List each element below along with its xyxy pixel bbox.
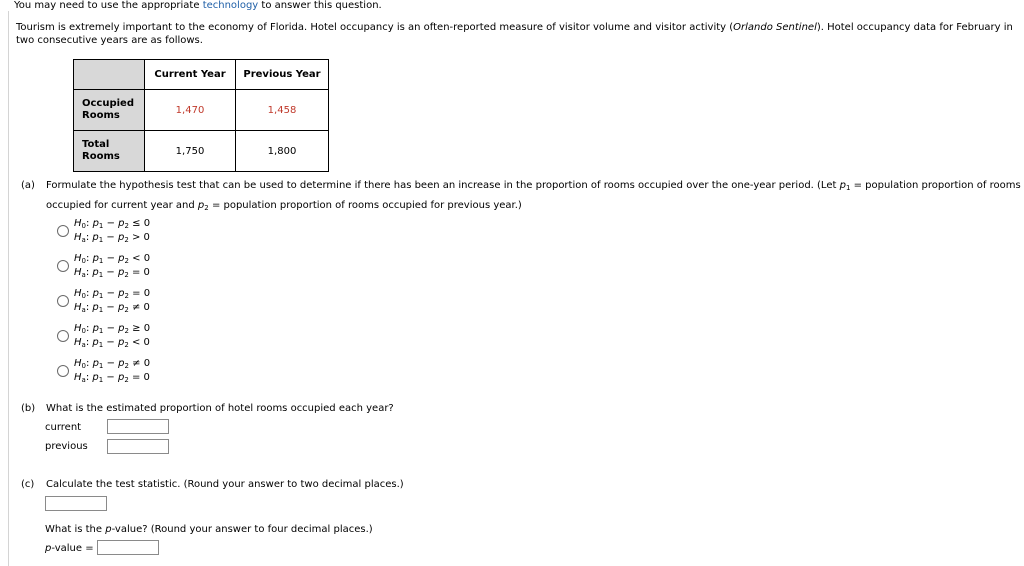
p2-definition: = population proportion of rooms occupied for previous year.) <box>211 200 522 211</box>
pvalue-input[interactable] <box>97 540 159 555</box>
radio-button[interactable] <box>57 260 69 272</box>
hypothesis-text: $H_0$: $p_1 - p_2 = 0$ $H_a$: $p_1 - p_2 \ne 0$ <box>74 288 151 314</box>
test-statistic-input[interactable] <box>45 496 107 511</box>
part-b-question <box>21 402 394 416</box>
part-a-text-2: occupied for current year and <box>46 200 198 211</box>
part-a-text-1: Formulate the hypothesis test that can be used to determine if there has been an increase in the proportion of rooms occupied over the one-year period. (Let <box>46 180 840 191</box>
occupied-previous: 1,458 <box>236 90 329 131</box>
row-label-total: Total Rooms <box>74 131 145 172</box>
question-content <box>8 11 1024 566</box>
part-c-question <box>21 478 404 492</box>
pvalue-q-suffix: -value? (Round your answer to four decimal places.) <box>111 524 373 535</box>
table-corner <box>74 60 145 90</box>
occupancy-table <box>73 59 329 172</box>
part-b-label: (b) <box>21 403 36 414</box>
radio-button[interactable] <box>57 225 69 237</box>
hypothesis-text: $H_0$: $p_1 - p_2 < 0$ $H_a$: $p_1 - p_2 = 0$ <box>74 253 151 279</box>
hypothesis-text: $H_0$: $p_1 - p_2 \ne 0$ $H_a$: $p_1 - p_2 = 0$ <box>74 358 151 384</box>
radio-button[interactable] <box>57 365 69 377</box>
intro-paragraph <box>16 21 1016 47</box>
total-current: 1,750 <box>145 131 236 172</box>
instruction-prefix: You may need to use the appropriate <box>14 0 203 11</box>
previous-label: previous <box>45 441 88 452</box>
hypothesis-text: $H_0$: $p_1 - p_2 \ge 0$ $H_a$: $p_1 - p_2 < 0$ <box>74 323 151 349</box>
table-row <box>74 90 329 131</box>
intro-text-2: ). Hotel occupancy data for February in two consecutive years are as follows. <box>16 22 1013 46</box>
instruction-suffix: to answer this question. <box>258 0 382 11</box>
pvalue-label-p: p <box>45 543 52 554</box>
previous-proportion-input[interactable] <box>107 439 169 454</box>
instruction-line <box>8 0 1024 11</box>
p1-definition: = population proportion of rooms <box>853 180 1021 191</box>
current-proportion-input[interactable] <box>107 419 169 434</box>
technology-link[interactable]: technology <box>202 0 259 11</box>
header-current-year: Current Year <box>145 60 236 90</box>
intro-source: Orlando Sentinel <box>733 22 817 33</box>
intro-text-1: Tourism is extremely important to the economy of Florida. Hotel occupancy is an often-reported measure of visitor volume and visitor activity ( <box>16 22 734 33</box>
occupied-current: 1,470 <box>145 90 236 131</box>
hypothesis-text: $H_0$: $p_1 - p_2 \le 0$ $H_a$: $p_1 - p_2 > 0$ <box>74 218 151 244</box>
pvalue-question <box>45 523 373 537</box>
radio-button[interactable] <box>57 295 69 307</box>
part-b-text: What is the estimated proportion of hotel rooms occupied each year? <box>46 403 394 414</box>
part-c-text: Calculate the test statistic. (Round your answer to two decimal places.) <box>46 479 404 490</box>
part-a-label: (a) <box>21 180 35 191</box>
table-row <box>74 131 329 172</box>
pvalue-label-suffix: -value = <box>51 543 94 554</box>
header-previous-year: Previous Year <box>236 60 329 90</box>
pvalue-q-prefix: What is the <box>45 524 106 535</box>
current-label: current <box>45 422 82 433</box>
radio-button[interactable] <box>57 330 69 342</box>
pvalue-q-p: p <box>105 524 112 535</box>
row-label-occupied: Occupied Rooms <box>74 90 145 131</box>
part-c-label: (c) <box>21 479 35 490</box>
part-a-question: (a) Formulate the hypothesis test that can be used to determine if there has been an increase in the proportion of rooms occupied over the one-year period. (Let $p_1$ = population proportion of rooms occupied for current year and $p_2$ = population proportion of rooms occupied for previous year.) <box>21 177 1024 217</box>
pvalue-label <box>45 542 94 556</box>
total-previous: 1,800 <box>236 131 329 172</box>
